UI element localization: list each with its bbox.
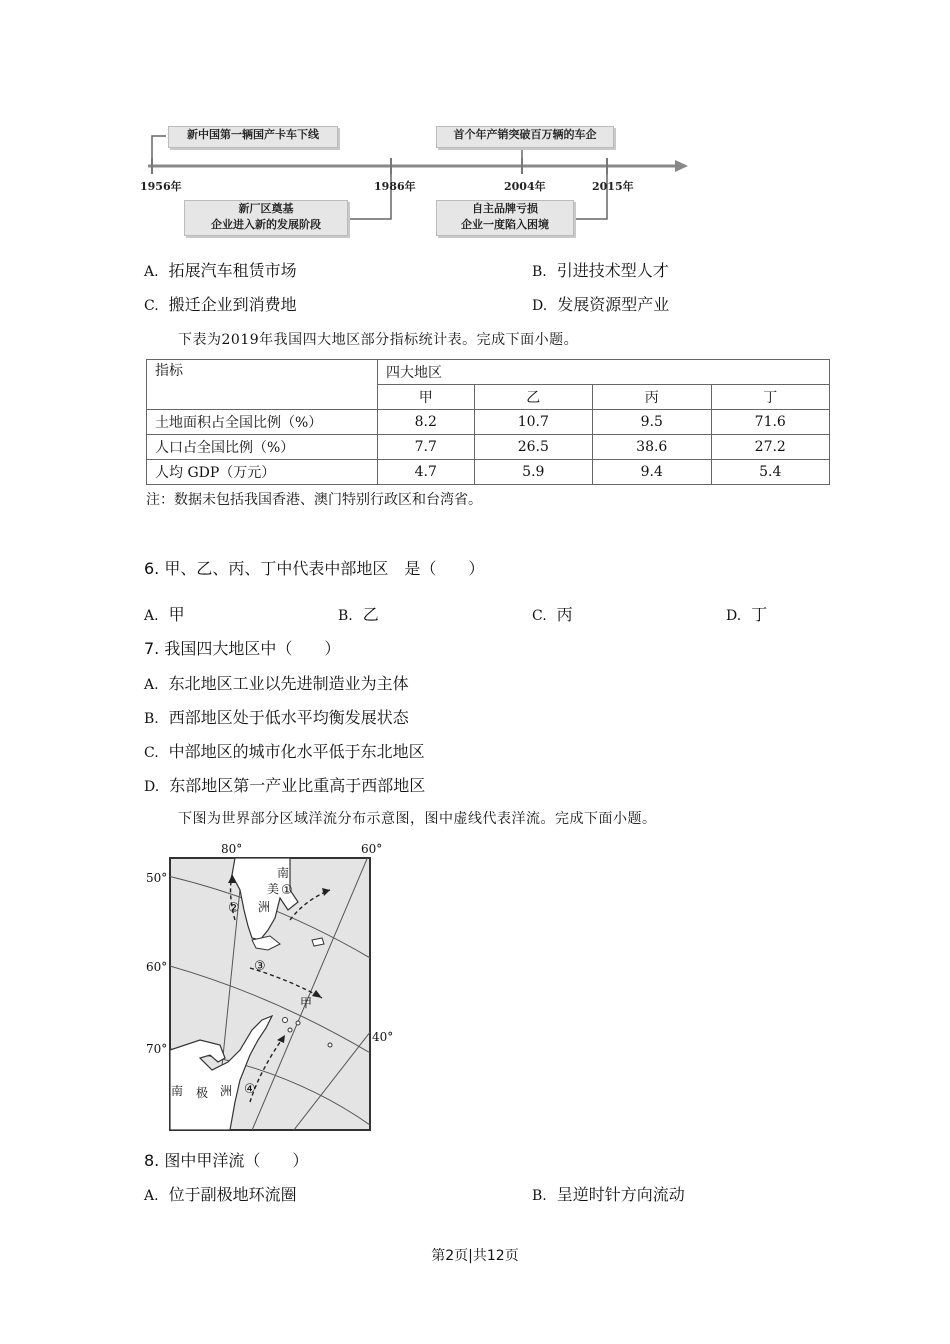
option-letter: C. — [144, 745, 159, 761]
q5-option-c[interactable] — [144, 292, 297, 315]
q8-option-a[interactable] — [144, 1182, 297, 1205]
timeline-year: 2004年 — [504, 180, 546, 193]
q5-option-d[interactable] — [532, 292, 669, 315]
lon-label: 60° — [361, 842, 383, 856]
lat-label: 60° — [146, 960, 168, 974]
q6-stem: 6. 甲、乙、丙、丁中代表中部地区 是（ ） — [144, 559, 485, 578]
region-stat-table — [146, 359, 830, 485]
current-label: ③ — [254, 959, 266, 974]
cell: 4.7 — [378, 460, 475, 485]
map-place-label: 洲 — [220, 1084, 233, 1098]
q7-stem: 7. 我国四大地区中（ ） — [144, 639, 341, 658]
option-text: 搬迁企业到消费地 — [168, 295, 297, 314]
current-label: ④ — [244, 1082, 256, 1097]
timeline-event-text: 首个年产销突破百万辆的车企 — [453, 128, 597, 141]
table-header-regions: 四大地区 — [378, 360, 830, 385]
table-header-region: 乙 — [474, 385, 592, 410]
q6-option-c[interactable] — [532, 602, 573, 625]
cell: 5.4 — [711, 460, 830, 485]
option-letter: C. — [532, 608, 547, 624]
cell: 5.9 — [474, 460, 592, 485]
option-text: 呈逆时针方向流动 — [556, 1185, 685, 1204]
timeline-year: 2015年 — [592, 180, 634, 193]
cell: 10.7 — [474, 410, 592, 435]
q5-option-a[interactable] — [144, 258, 297, 281]
row-label: 土地面积占全国比例（%） — [147, 410, 378, 435]
ocean-current-map — [140, 840, 394, 1135]
q6-option-a[interactable] — [144, 602, 185, 625]
q7-option-c[interactable] — [144, 739, 425, 762]
option-text: 东部地区第一产业比重高于西部地区 — [169, 776, 426, 795]
q7-option-d[interactable] — [144, 773, 425, 796]
cell: 8.2 — [378, 410, 475, 435]
lat-label: 50° — [146, 871, 168, 885]
q8-stem: 8. 图中甲洋流（ ） — [144, 1151, 309, 1170]
map-intro: 下图为世界部分区域洋流分布示意图，图中虚线代表洋流。完成下面小题。 — [178, 811, 657, 827]
option-text: 位于副极地环流圈 — [168, 1185, 297, 1204]
cell: 9.5 — [593, 410, 711, 435]
option-letter: B. — [338, 608, 353, 624]
table-header-region: 甲 — [378, 385, 475, 410]
option-text: 中部地区的城市化水平低于东北地区 — [168, 742, 425, 761]
q8-option-b[interactable] — [532, 1182, 685, 1205]
option-text: 乙 — [362, 605, 379, 624]
timeline-event-line: 自主品牌亏损 — [472, 202, 538, 215]
q7-option-a[interactable] — [144, 671, 409, 694]
q6-option-d[interactable] — [726, 602, 767, 625]
map-place-label: 美 — [267, 882, 280, 896]
q6-option-b[interactable] — [338, 602, 379, 625]
timeline-year: 1956年 — [140, 180, 182, 193]
option-letter: B. — [532, 264, 547, 280]
cell: 38.6 — [593, 435, 711, 460]
timeline-year: 1986年 — [374, 180, 416, 193]
table-header-region: 丁 — [711, 385, 830, 410]
table-row — [147, 410, 830, 435]
timeline-figure — [140, 120, 700, 245]
table-header-region: 丙 — [593, 385, 711, 410]
table-row — [147, 435, 830, 460]
lon-label: 80° — [221, 842, 243, 856]
option-letter: D. — [144, 779, 160, 795]
table-note: 注：数据未包括我国香港、澳门特别行政区和台湾省。 — [146, 492, 482, 508]
option-letter: D. — [726, 608, 742, 624]
option-text: 丁 — [751, 605, 768, 624]
q7-option-b[interactable] — [144, 705, 409, 728]
option-letter: A. — [144, 264, 159, 280]
lon-label: 40° — [372, 1030, 394, 1044]
q5-option-b[interactable] — [532, 258, 669, 281]
option-letter: A. — [144, 608, 159, 624]
timeline-event-line: 企业进入新的发展阶段 — [211, 218, 321, 231]
timeline-event-1986 — [184, 200, 348, 236]
timeline-event-2004 — [436, 126, 614, 148]
timeline-event-1956 — [168, 126, 338, 148]
map-place-label: 极 — [196, 1086, 209, 1100]
cell: 7.7 — [378, 435, 475, 460]
map-place-label: 南 — [171, 1084, 184, 1098]
map-place-label: 南 — [277, 866, 290, 880]
current-label: ② — [228, 901, 240, 916]
option-letter: A. — [144, 1188, 159, 1204]
cell: 26.5 — [474, 435, 592, 460]
current-label: ① — [281, 883, 293, 898]
timeline-event-line: 企业一度陷入困境 — [461, 218, 549, 231]
map-place-label: 洲 — [258, 900, 271, 914]
option-letter: B. — [532, 1188, 547, 1204]
map-place-label: 甲 — [300, 996, 313, 1010]
option-text: 甲 — [168, 605, 185, 624]
table-row — [147, 460, 830, 485]
option-letter: C. — [144, 298, 159, 314]
option-letter: B. — [144, 711, 159, 727]
option-letter: A. — [144, 677, 159, 693]
option-text: 丙 — [556, 605, 573, 624]
option-text: 发展资源型产业 — [557, 295, 670, 314]
row-label: 人均 GDP（万元） — [147, 460, 378, 485]
page-footer: 第2页|共12页 — [431, 1248, 519, 1264]
timeline-event-2015 — [436, 200, 574, 236]
option-text: 西部地区处于低水平均衡发展状态 — [168, 708, 409, 727]
option-text: 拓展汽车租赁市场 — [168, 261, 297, 280]
option-text: 引进技术型人才 — [556, 261, 669, 280]
timeline-event-line: 新厂区奠基 — [238, 202, 294, 215]
cell: 71.6 — [711, 410, 830, 435]
cell: 27.2 — [711, 435, 830, 460]
table-header-indicator: 指标 — [147, 360, 378, 410]
row-label: 人口占全国比例（%） — [147, 435, 378, 460]
table-intro: 下表为2019年我国四大地区部分指标统计表。完成下面小题。 — [178, 332, 579, 348]
option-letter: D. — [532, 298, 548, 314]
lat-label: 70° — [146, 1042, 168, 1056]
timeline-event-text: 新中国第一辆国产卡车下线 — [187, 128, 319, 141]
cell: 9.4 — [593, 460, 711, 485]
option-text: 东北地区工业以先进制造业为主体 — [168, 674, 409, 693]
